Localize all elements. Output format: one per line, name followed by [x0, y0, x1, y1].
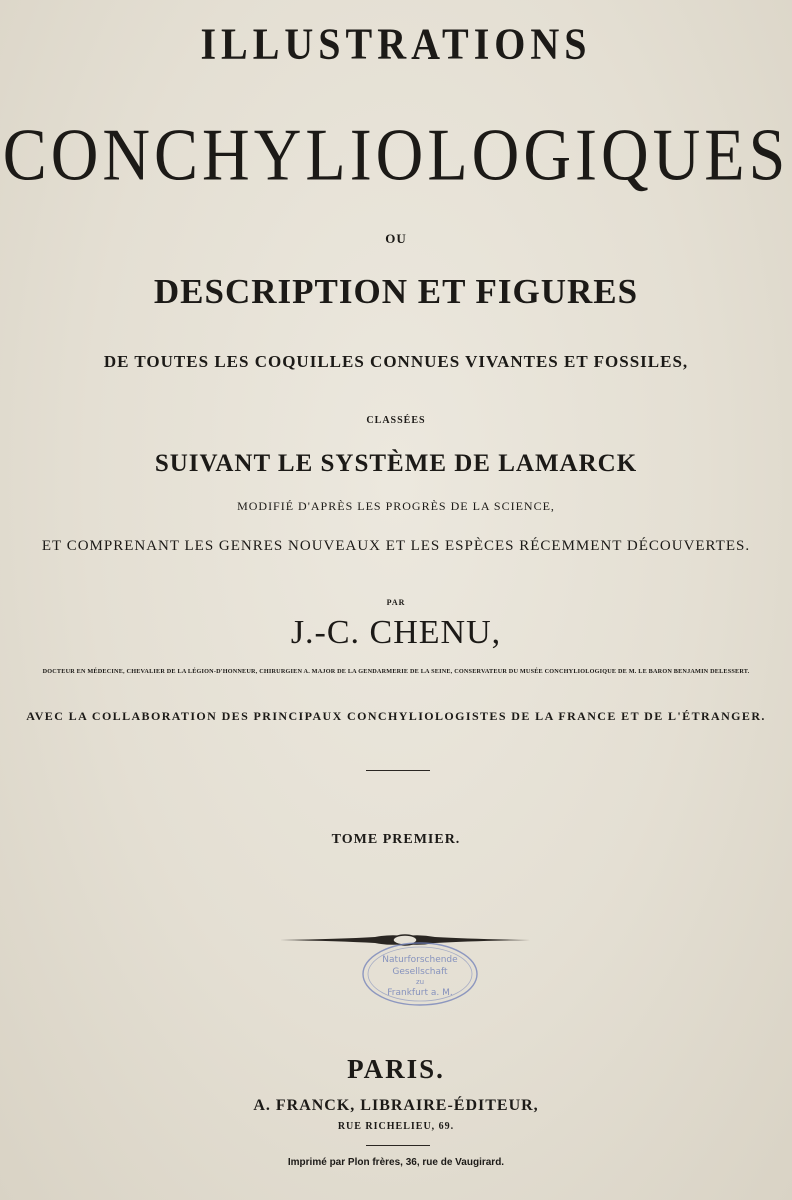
comprising-line: ET COMPRENANT LES GENRES NOUVEAUX ET LES ESPÈCES RÉCEMMENT DÉCOUVERTES.: [41, 538, 751, 554]
volume-label: TOME PREMIER.: [331, 832, 461, 847]
system-line: SUIVANT LE SYSTÈME DE LAMARCK: [154, 450, 638, 477]
title-line-1: ILLUSTRATIONS: [200, 18, 592, 69]
divider-rule: [366, 770, 430, 771]
author-credentials: DOCTEUR EN MÉDECINE, CHEVALIER DE LA LÉGION-D'HONNEUR, CHIRURGIEN A. MAJOR DE LA GENDARMERIE DE LA SEINE, CONSERVATEUR DU MUSÉE CONCHYLIOLOGIQUE DE M. LE BARON BENJAMIN DELESSERT.: [42, 668, 750, 675]
scope-line: DE TOUTES LES COQUILLES CONNUES VIVANTES ET FOSSILES,: [103, 352, 689, 371]
printer-line: Imprimé par Plon frères, 36, rue de Vaugirard.: [287, 1157, 505, 1168]
svg-text:Gesellschaft: Gesellschaft: [392, 967, 448, 977]
svg-text:zu: zu: [415, 978, 425, 986]
connector-ou: OU: [385, 231, 407, 246]
svg-text:Naturforschende: Naturforschende: [382, 955, 458, 965]
city: PARIS.: [347, 1054, 445, 1084]
svg-text:Frankfurt a. M.: Frankfurt a. M.: [387, 988, 453, 998]
publisher-address: RUE RICHELIEU, 69.: [337, 1121, 455, 1132]
title-line-2: CONCHYLIOLOGIQUES: [2, 114, 790, 197]
library-stamp: [360, 940, 480, 1008]
par-label: PAR: [386, 598, 406, 607]
publisher: A. FRANCK, LIBRAIRE-ÉDITEUR,: [253, 1097, 539, 1114]
modified-line: MODIFIÉ D'APRÈS LES PROGRÈS DE LA SCIENCE,: [237, 499, 555, 513]
subtitle: DESCRIPTION ET FIGURES: [153, 272, 639, 311]
author-name: J.-C. CHENU,: [290, 614, 502, 651]
classees-label: CLASSÉES: [366, 415, 426, 426]
collaboration-line: AVEC LA COLLABORATION DES PRINCIPAUX CONCHYLIOLOGISTES DE LA FRANCE ET DE L'ÉTRANGER.: [26, 709, 766, 723]
divider-rule-bottom: [366, 1145, 430, 1146]
